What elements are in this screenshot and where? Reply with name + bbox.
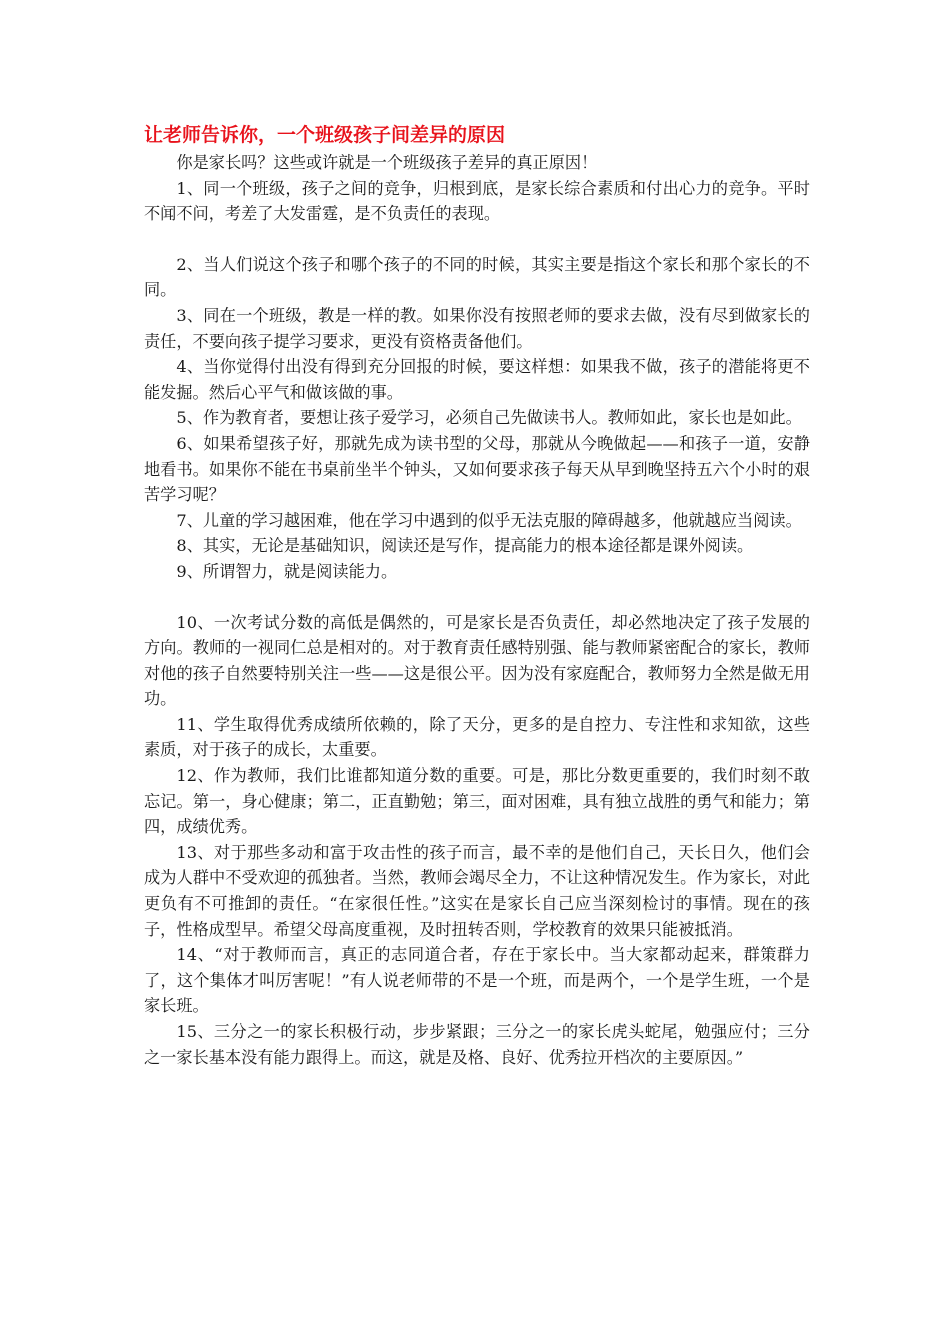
- item-paragraph-14: 14、“对于教师而言，真正的志同道合者，存在于家长中。当大家都动起来，群策群力了，这个集体才叫厉害呢！”有人说老师带的不是一个班，而是两个，一个是学生班，一个是家长班。: [144, 945, 810, 1016]
- item-paragraph-8: 8、其实，无论是基础知识，阅读还是写作，提高能力的根本途径都是课外阅读。: [176, 536, 754, 556]
- paragraph-gap: [144, 585, 810, 610]
- item-paragraph-12: 12、作为教师，我们比谁都知道分数的重要。可是，那比分数更重要的，我们时刻不敢忘记。第一，身心健康；第二，正直勤勉；第三，面对困难，具有独立战胜的勇气和能力；第四，成绩优秀。: [144, 766, 810, 837]
- item-paragraph-10: 10、一次考试分数的高低是偶然的，可是家长是否负责任，却必然地决定了孩子发展的方向。教师的一视同仁总是相对的。对于教育责任感特别强、能与教师紧密配合的家长，教师对他的孩子自然要特别关注一些——这是很公平。因为没有家庭配合，教师努力全然是做无用功。: [144, 612, 810, 709]
- item-paragraph-7: 7、儿童的学习越困难，他在学习中遇到的似乎无法克服的障碍越多，他就越应当阅读。: [176, 510, 802, 530]
- item-paragraph-5: 5、作为教育者，要想让孩子爱学习，必须自己先做读书人。教师如此，家长也是如此。: [176, 408, 802, 428]
- item-paragraph-3: 3、同在一个班级，教是一样的教。如果你没有按照老师的要求去做，没有尽到做家长的责任，不要向孩子提学习要求，更没有资格责备他们。: [144, 305, 810, 351]
- paragraph-gap: [144, 227, 810, 252]
- item-paragraph-11: 11、学生取得优秀成绩所依赖的，除了天分，更多的是自控力、专注性和求知欲，这些素质，对于孩子的成长，太重要。: [144, 714, 810, 760]
- item-paragraph-15: 15、三分之一的家长积极行动，步步紧跟；三分之一的家长虎头蛇尾，勉强应付；三分之一家长基本没有能力跟得上。而这，就是及格、良好、优秀拉开档次的主要原因。”: [144, 1022, 810, 1067]
- item-paragraph-2: 2、当人们说这个孩子和哪个孩子的不同的时候，其实主要是指这个家长和那个家长的不同。: [144, 254, 810, 300]
- item-paragraph-4: 4、当你觉得付出没有得到充分回报的时候，要这样想：如果我不做，孩子的潜能将更不能发掘。然后心平气和做该做的事。: [144, 357, 810, 402]
- document-page: [144, 120, 810, 1070]
- item-paragraph-13: 13、对于那些多动和富于攻击性的孩子而言，最不幸的是他们自己，天长日久，他们会成为人群中不受欢迎的孤独者。当然，教师会竭尽全力，不让这种情况发生。作为家长，对此更负有不可推卸的责任。“在家很任性。”这实在是家长自己应当深刻检讨的事情。现在的孩子，性格成型早。希望父母高度重视，及时扭转否则，学校教育的效果只能被抵消。: [144, 842, 810, 939]
- item-paragraph-6: 6、如果希望孩子好，那就先成为读书型的父母，那就从今晚做起——和孩子一道，安静地看书。如果你不能在书桌前坐半个钟头，又如何要求孩子每天从早到晚坚持五六个小时的艰苦学习呢？: [144, 433, 810, 505]
- intro-paragraph: 你是家长吗？这些或许就是一个班级孩子差异的真正原因！: [176, 153, 598, 172]
- item-paragraph-9: 9、所谓智力，就是阅读能力。: [176, 561, 398, 581]
- item-paragraph-1: 1、同一个班级，孩子之间的竞争，归根到底，是家长综合素质和付出心力的竞争。平时不闻不问，考差了大发雷霆，是不负责任的表现。: [144, 178, 810, 224]
- document-title: 让老师告诉你，一个班级孩子间差异的原因: [144, 124, 506, 146]
